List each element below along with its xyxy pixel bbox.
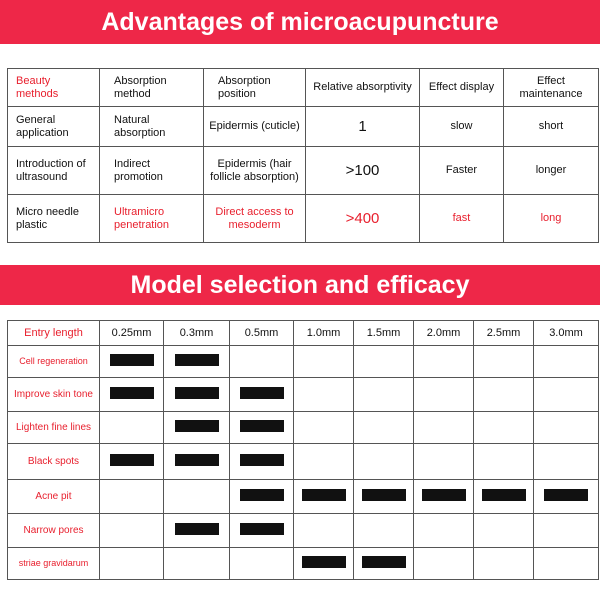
advantages-title: Advantages of microacupuncture	[0, 0, 600, 44]
applicable-mark	[544, 489, 588, 501]
efficacy-label: Lighten fine lines	[8, 412, 100, 444]
length-cell	[354, 444, 414, 480]
length-cell	[534, 548, 599, 580]
efficacy-label: Black spots	[8, 444, 100, 480]
efficacy-label: Cell regeneration	[8, 346, 100, 378]
applicable-mark	[240, 387, 284, 399]
length-cell	[230, 378, 294, 412]
applicable-mark	[175, 523, 219, 535]
absorption-position: Epidermis (cuticle)	[204, 107, 306, 147]
applicable-mark	[240, 454, 284, 466]
method-name: Introduction of ultrasound	[8, 147, 100, 195]
length-0.3mm: 0.3mm	[164, 321, 230, 346]
effect-maintenance: short	[504, 107, 599, 147]
applicable-mark	[240, 523, 284, 535]
length-cell	[100, 444, 164, 480]
length-cell	[354, 548, 414, 580]
relative-absorptivity: >400	[306, 195, 420, 243]
length-cell	[164, 514, 230, 548]
length-cell	[534, 412, 599, 444]
header-effect-maintenance: Effect maintenance	[504, 69, 599, 107]
table-row	[8, 548, 599, 580]
length-cell	[100, 346, 164, 378]
efficacy-label: Acne pit	[8, 480, 100, 514]
length-cell	[100, 548, 164, 580]
length-cell	[354, 514, 414, 548]
table-row	[8, 378, 599, 412]
efficacy-label: striae gravidarum	[8, 548, 100, 580]
length-cell	[534, 378, 599, 412]
length-cell	[354, 346, 414, 378]
length-cell	[474, 412, 534, 444]
absorption-method: Natural absorption	[100, 107, 204, 147]
applicable-mark	[110, 454, 154, 466]
applicable-mark	[175, 387, 219, 399]
table-row	[8, 195, 599, 243]
table-row	[8, 444, 599, 480]
applicable-mark	[175, 420, 219, 432]
length-cell	[414, 480, 474, 514]
length-cell	[354, 480, 414, 514]
table-row	[8, 147, 599, 195]
header-relative-absorptivity: Relative absorptivity	[306, 69, 420, 107]
advantages-table	[7, 68, 599, 243]
length-cell	[230, 444, 294, 480]
length-cell	[534, 346, 599, 378]
length-2.5mm: 2.5mm	[474, 321, 534, 346]
length-cell	[534, 514, 599, 548]
length-cell	[474, 480, 534, 514]
advantages-header-row	[8, 69, 599, 107]
length-cell	[414, 346, 474, 378]
length-cell	[414, 444, 474, 480]
table-row	[8, 480, 599, 514]
effect-maintenance: longer	[504, 147, 599, 195]
applicable-mark	[110, 387, 154, 399]
length-cell	[164, 444, 230, 480]
applicable-mark	[362, 556, 406, 568]
table-row	[8, 412, 599, 444]
length-cell	[230, 480, 294, 514]
length-cell	[294, 514, 354, 548]
absorption-position: Epidermis (hair follicle absorption)	[204, 147, 306, 195]
applicable-mark	[240, 420, 284, 432]
length-3.0mm: 3.0mm	[534, 321, 599, 346]
length-cell	[164, 412, 230, 444]
applicable-mark	[362, 489, 406, 501]
length-cell	[100, 514, 164, 548]
length-cell	[230, 548, 294, 580]
applicable-mark	[302, 556, 346, 568]
effect-display: slow	[420, 107, 504, 147]
length-cell	[474, 548, 534, 580]
length-cell	[164, 378, 230, 412]
applicable-mark	[422, 489, 466, 501]
length-cell	[414, 412, 474, 444]
length-0.25mm: 0.25mm	[100, 321, 164, 346]
model-title: Model selection and efficacy	[0, 265, 600, 305]
efficacy-label: Improve skin tone	[8, 378, 100, 412]
table-row	[8, 346, 599, 378]
length-cell	[354, 378, 414, 412]
length-2.0mm: 2.0mm	[414, 321, 474, 346]
length-cell	[294, 480, 354, 514]
applicable-mark	[482, 489, 526, 501]
length-cell	[294, 444, 354, 480]
header-entry-length: Entry length	[8, 321, 100, 346]
length-cell	[414, 378, 474, 412]
header-effect-display: Effect display	[420, 69, 504, 107]
length-cell	[164, 346, 230, 378]
table-row	[8, 107, 599, 147]
length-cell	[100, 412, 164, 444]
length-cell	[414, 514, 474, 548]
header-absorption-method: Absorption method	[100, 69, 204, 107]
length-cell	[294, 346, 354, 378]
method-name: General application	[8, 107, 100, 147]
applicable-mark	[110, 354, 154, 366]
model-table	[7, 320, 599, 580]
relative-absorptivity: 1	[306, 107, 420, 147]
absorption-position: Direct access to mesoderm	[204, 195, 306, 243]
length-0.5mm: 0.5mm	[230, 321, 294, 346]
length-cell	[164, 548, 230, 580]
length-cell	[294, 548, 354, 580]
header-absorption-position: Absorption position	[204, 69, 306, 107]
length-cell	[474, 378, 534, 412]
length-cell	[474, 514, 534, 548]
efficacy-label: Narrow pores	[8, 514, 100, 548]
length-cell	[230, 514, 294, 548]
length-cell	[474, 346, 534, 378]
effect-display: fast	[420, 195, 504, 243]
model-header-row	[8, 321, 599, 346]
length-1.5mm: 1.5mm	[354, 321, 414, 346]
length-cell	[230, 412, 294, 444]
length-cell	[534, 480, 599, 514]
length-1.0mm: 1.0mm	[294, 321, 354, 346]
effect-display: Faster	[420, 147, 504, 195]
length-cell	[230, 346, 294, 378]
length-cell	[100, 378, 164, 412]
length-cell	[534, 444, 599, 480]
length-cell	[354, 412, 414, 444]
length-cell	[414, 548, 474, 580]
applicable-mark	[240, 489, 284, 501]
length-cell	[474, 444, 534, 480]
length-cell	[294, 378, 354, 412]
method-name: Micro needle plastic	[8, 195, 100, 243]
effect-maintenance: long	[504, 195, 599, 243]
applicable-mark	[175, 354, 219, 366]
absorption-method: Ultramicro penetration	[100, 195, 204, 243]
length-cell	[100, 480, 164, 514]
relative-absorptivity: >100	[306, 147, 420, 195]
header-beauty-methods: Beauty methods	[8, 69, 100, 107]
length-cell	[294, 412, 354, 444]
absorption-method: Indirect promotion	[100, 147, 204, 195]
applicable-mark	[302, 489, 346, 501]
applicable-mark	[175, 454, 219, 466]
table-row	[8, 514, 599, 548]
length-cell	[164, 480, 230, 514]
